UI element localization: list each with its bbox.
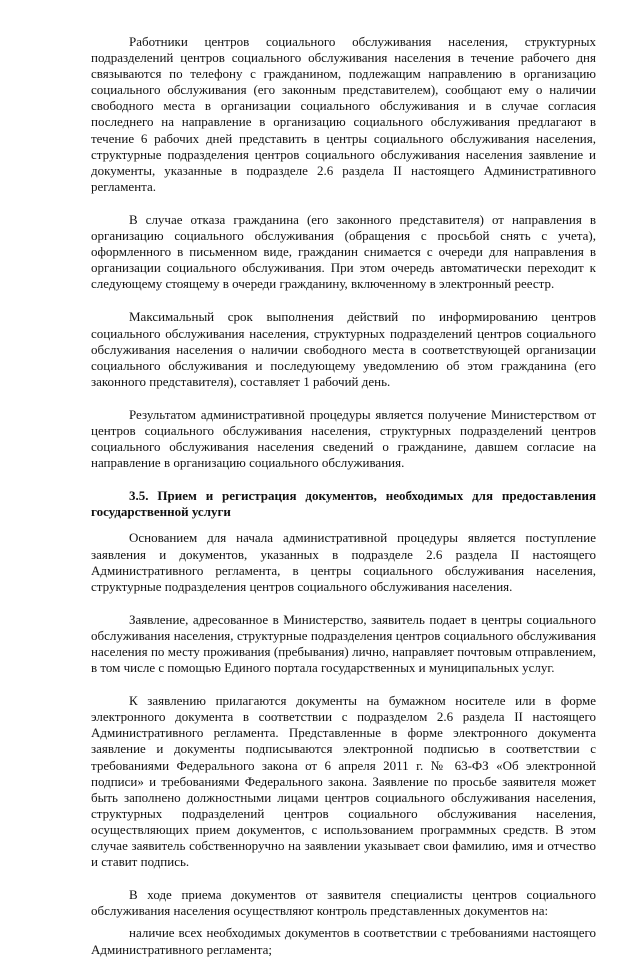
document-page bbox=[91, 34, 596, 975]
list-item: наличие всех необходимых документов в соответствии с требованиями настоящего Административного регламента; bbox=[91, 925, 596, 957]
paragraph: К заявлению прилагаются документы на бумажном носителе или в форме электронного документа в соответствии с подразделом 2.6 раздела II настоящего Административного регламента. Представленные в форме электронного документа заявление и документы подписываются электронной подписью в соответствии с требованиями Федерального закона от 6 апреля 2011 г. № 63-ФЗ «Об электронной подписи» и требованиями Федерального закона. Заявление по просьбе заявителя может быть заполнено должностными лицами центров социального обслуживания населения, структурных подразделений центров социального обслуживания населения, осуществляющих прием документов, с использованием программных средств. В этом случае заявитель собственноручно на заявлении указывает свои фамилию, имя и отчество и ставит подпись. bbox=[91, 693, 596, 870]
paragraph: В ходе приема документов от заявителя специалисты центров социального обслуживания населения осуществляют контроль представленных документов на: bbox=[91, 887, 596, 919]
section-heading: 3.5. Прием и регистрация документов, необходимых для предоставления государственной услуги bbox=[91, 488, 596, 520]
paragraph: Основанием для начала административной процедуры является поступление заявления и документов, указанных в подразделе 2.6 раздела II настоящего Административного регламента, в центры социального обслуживания населения, структурные подразделения центров социального обслуживания населения. bbox=[91, 530, 596, 594]
paragraph: Максимальный срок выполнения действий по информированию центров социального обслуживания населения, структурных подразделений центров социального обслуживания населения о наличии свободного места в соответствующей организации социального обслуживания и последующему уведомлению об этом гражданина (его законного представителя), составляет 1 рабочий день. bbox=[91, 309, 596, 389]
paragraph: Заявление, адресованное в Министерство, заявитель подает в центры социального обслуживания населения, структурные подразделения центров социального обслуживания населения по месту проживания (пребывания) лично, направляет почтовым отправлением, в том числе с помощью Единого портала государственных и муниципальных услуг. bbox=[91, 611, 596, 676]
paragraph: Результатом административной процедуры является получение Министерством от центров социального обслуживания населения, структурных подразделений центров социального обслуживания населения сведений о гражданине, давшем согласие на направление в организацию социального обслуживания. bbox=[91, 406, 596, 471]
paragraph: В случае отказа гражданина (его законного представителя) от направления в организацию социального обслуживания (обращения с просьбой снять с учета), оформленного в письменном виде, гражданин снимается с очереди для направления в организации социального обслуживания. При этом очередь автоматически переходит к следующему стоящему в очереди гражданину, включенному в электронный реестр. bbox=[91, 211, 596, 292]
paragraph: Работники центров социального обслуживания населения, структурных подразделений центров социального обслуживания населения в течение рабочего дня связываются по телефону с гражданином, подлежащим направлению в организацию социального обслуживания (его законным представителем), сообщают ему о наличии свободного места в организации социального обслуживания и в случае согласия последнего на направление в организацию социального обслуживания предлагают в течение 6 рабочих дней представить в центры социального обслуживания населения, структурные подразделения центров социального обслуживания населения заявление и документы, указанные в подразделе 2.6 раздела II настоящего Административного регламента. bbox=[91, 34, 596, 194]
